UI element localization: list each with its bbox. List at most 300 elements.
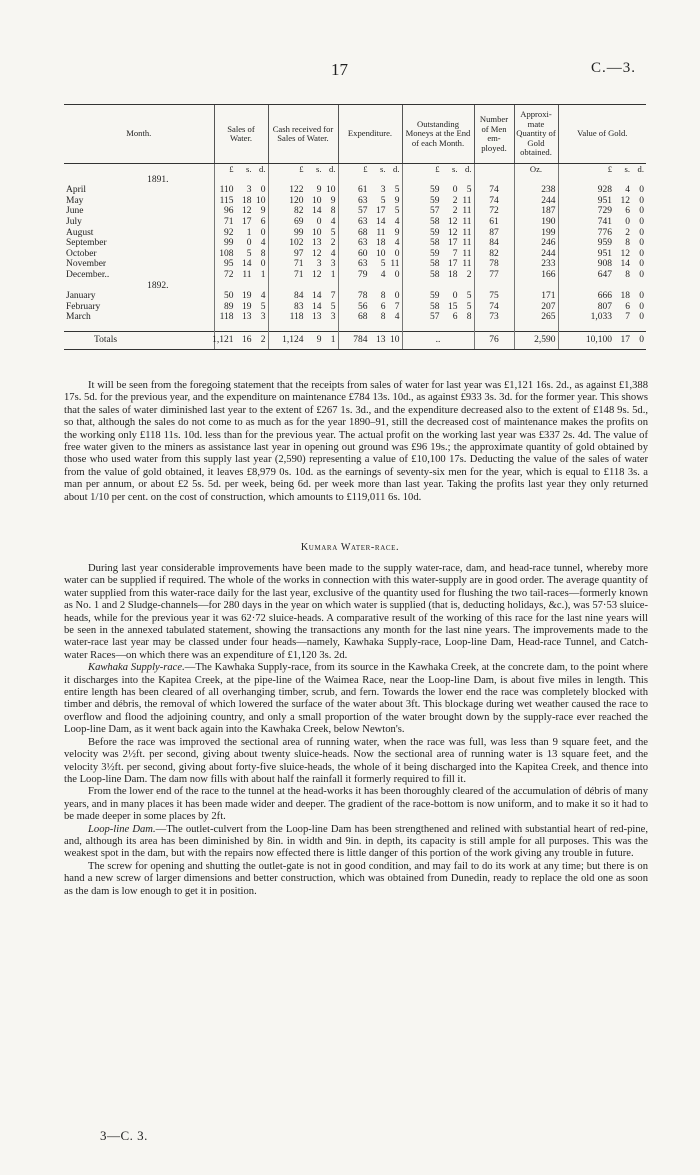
lsd-group — [405, 270, 472, 281]
year-label: 1892. — [147, 280, 169, 291]
pounds-value: 122 — [289, 185, 304, 196]
unit-s: s. — [624, 164, 630, 174]
gold-qty-cell: 199 — [514, 228, 558, 239]
month-cell: January — [66, 291, 96, 302]
pence-value: 11 — [462, 206, 472, 217]
pounds-value: 110 — [219, 185, 234, 196]
shillings-value: 19 — [242, 301, 252, 312]
empty-cell — [214, 281, 268, 292]
document-code: C.—3. — [591, 60, 637, 76]
pence-value: 0 — [639, 238, 644, 249]
shillings-value: 12 — [620, 248, 630, 259]
money-cell — [214, 196, 268, 207]
money-cell — [338, 270, 402, 281]
totals-label: Totals — [64, 331, 214, 349]
money-cell — [338, 206, 402, 217]
pence-value: 0 — [260, 259, 266, 270]
money-cell — [402, 302, 474, 313]
shillings-value: 17 — [376, 206, 386, 217]
shillings-value: 3 — [246, 185, 252, 196]
pounds-value: 102 — [289, 238, 304, 249]
shillings-value: 13 — [376, 334, 386, 345]
lsd-group — [271, 270, 336, 281]
money-cell — [268, 217, 338, 228]
pounds-value: 72 — [224, 269, 234, 280]
pence-value: 9 — [394, 195, 400, 206]
table-row — [64, 217, 646, 228]
pence-value: 1 — [330, 269, 336, 280]
pence-value: 5 — [466, 301, 472, 312]
men-cell: 74 — [474, 185, 514, 196]
lsd-group — [341, 259, 400, 270]
pounds-value: 97 — [294, 248, 304, 259]
header-sales: Sales of Water. — [214, 105, 268, 164]
lsd-group — [405, 228, 472, 239]
pence-value: 11 — [390, 259, 400, 270]
month-cell: May — [66, 195, 84, 206]
header-cash: Cash received for Sales of Water. — [268, 105, 338, 164]
gold-qty-cell: 244 — [514, 249, 558, 260]
money-cell — [268, 291, 338, 302]
units-cell — [402, 164, 474, 175]
men-cell: 72 — [474, 206, 514, 217]
shillings-value: 12 — [448, 216, 458, 227]
shillings-value: 18 — [620, 291, 630, 302]
pence-value: 5 — [466, 185, 472, 196]
money-cell — [558, 312, 646, 323]
pence-value: 0 — [394, 248, 400, 259]
unit-d: d. — [329, 164, 336, 174]
pounds-value: 60 — [358, 248, 368, 259]
table-row — [64, 312, 646, 323]
empty-cell — [338, 323, 402, 332]
pence-value: 10 — [256, 195, 266, 206]
header-gold-value: Value of Gold. — [558, 105, 646, 164]
money-cell — [338, 331, 402, 349]
lsd-group — [341, 206, 400, 217]
shillings-value: 5 — [380, 195, 386, 206]
header-men: Number of Men em-ployed. — [474, 105, 514, 164]
money-cell — [338, 259, 402, 270]
table-body — [64, 164, 646, 350]
pounds-value: 63 — [358, 259, 368, 270]
lsd-group — [271, 217, 336, 228]
shillings-value: 15 — [448, 301, 458, 312]
pence-value: 7 — [330, 291, 336, 302]
totals-outstanding: .. — [402, 331, 474, 349]
gold-qty-cell: 244 — [514, 196, 558, 207]
money-cell — [402, 185, 474, 196]
water-sales-table — [64, 104, 646, 350]
page-number: 17 — [331, 60, 348, 79]
money-cell — [558, 217, 646, 228]
units-cell — [268, 164, 338, 175]
shillings-value: 2 — [625, 227, 630, 238]
table-row — [64, 249, 646, 260]
pounds-value: 58 — [430, 259, 440, 270]
shillings-value: 7 — [452, 248, 458, 259]
money-cell — [268, 228, 338, 239]
gold-qty-cell: 246 — [514, 238, 558, 249]
men-cell: 74 — [474, 196, 514, 207]
pounds-value: 784 — [353, 334, 368, 345]
money-cell — [214, 185, 268, 196]
pence-value: 0 — [260, 185, 266, 196]
pence-value: 9 — [394, 227, 400, 238]
header-outstanding: Outstanding Moneys at the End of each Month. — [402, 105, 474, 164]
shillings-value: 14 — [620, 259, 630, 270]
pence-value: 0 — [639, 312, 644, 323]
pounds-value: 807 — [597, 301, 612, 312]
lsd-group — [561, 270, 645, 281]
money-cell — [268, 270, 338, 281]
unit-d: d. — [465, 164, 472, 174]
lsd-group — [341, 302, 400, 313]
pounds-value: 59 — [430, 227, 440, 238]
shillings-value: 0 — [452, 185, 458, 196]
pence-value: 2 — [260, 334, 266, 345]
unit-oz: Oz. — [514, 164, 558, 175]
lsd-group — [561, 228, 645, 239]
lsd-group — [561, 259, 645, 270]
unit-l: £ — [607, 164, 612, 174]
empty-cell — [558, 323, 646, 332]
unit-l: £ — [229, 164, 234, 174]
unit-d: d. — [259, 164, 266, 174]
men-cell: 77 — [474, 270, 514, 281]
empty-cell — [268, 323, 338, 332]
shillings-value: 18 — [448, 269, 458, 280]
lsd-group — [561, 291, 645, 302]
table-row — [64, 228, 646, 239]
pounds-value: 928 — [597, 185, 612, 196]
pence-value: 5 — [394, 206, 400, 217]
shillings-value: 7 — [625, 312, 630, 323]
pence-value: 0 — [639, 291, 644, 302]
money-cell — [338, 185, 402, 196]
money-cell — [402, 259, 474, 270]
pounds-value: 96 — [224, 206, 234, 217]
lsd-group — [341, 217, 400, 228]
men-cell: 87 — [474, 228, 514, 239]
lsd-group — [561, 238, 645, 249]
pounds-value: 84 — [294, 291, 304, 302]
pence-value: 8 — [466, 312, 472, 323]
pounds-value: 61 — [358, 185, 368, 196]
shillings-value: 17 — [448, 238, 458, 249]
lsd-group — [405, 206, 472, 217]
lsd-group — [271, 238, 336, 249]
money-cell — [402, 206, 474, 217]
lsd-group — [341, 185, 400, 196]
lsd-group — [217, 217, 266, 228]
shillings-value: 8 — [625, 269, 630, 280]
shillings-value: 0 — [316, 216, 322, 227]
lsd-group — [341, 335, 400, 346]
money-cell — [268, 331, 338, 349]
header-month: Month. — [64, 105, 214, 164]
pence-value: 5 — [466, 291, 472, 302]
pence-value: 10 — [390, 334, 400, 345]
lsd-group — [341, 291, 400, 302]
money-cell — [558, 206, 646, 217]
table-row — [64, 196, 646, 207]
pounds-value: 666 — [597, 291, 612, 302]
shillings-value: 0 — [246, 238, 252, 249]
pounds-value: 57 — [358, 206, 368, 217]
gold-qty-cell: 207 — [514, 302, 558, 313]
lsd-group — [341, 228, 400, 239]
lsd-group — [271, 291, 336, 302]
empty-cell — [514, 281, 558, 292]
money-cell — [268, 249, 338, 260]
lsd-group — [217, 185, 266, 196]
gold-qty-cell: 187 — [514, 206, 558, 217]
empty-cell — [402, 175, 474, 186]
pence-value: 0 — [639, 227, 644, 238]
pence-value: 3 — [330, 259, 336, 270]
loop-line-text: —The outlet-culvert from the Loop-line Dam has been strengthened and relined with substantial heart of red-pine, and, although its area has been diminished by 8in. in width and 9in. in depth, its capacity is still ample for all purposes. This was the weakest spot in the dam, but with the repairs now effected there is little danger of this portion of the work giving any trouble in future. — [64, 823, 648, 860]
lsd-group — [405, 302, 472, 313]
pence-value: 11 — [462, 216, 472, 227]
shillings-value: 8 — [625, 238, 630, 249]
empty-cell — [474, 281, 514, 292]
pence-value: 11 — [462, 238, 472, 249]
shillings-value: 8 — [380, 291, 386, 302]
pence-value: 0 — [639, 248, 644, 259]
unit-s: s. — [452, 164, 458, 174]
pounds-value: 951 — [597, 195, 612, 206]
pounds-value: 741 — [597, 216, 612, 227]
pence-value: 4 — [394, 312, 400, 323]
lsd-group — [405, 249, 472, 260]
section-title: Kumara Water-race. — [300, 542, 400, 553]
empty-cell — [474, 175, 514, 186]
empty-cell — [474, 323, 514, 332]
pounds-value: 58 — [430, 301, 440, 312]
paragraph-text: It will be seen from the foregoing statement that the receipts from sales of water for last year was £1,121 16s. 2d., as against £1,388 17s. 5d. for the previous year, and the expenditure on maintenance £784 13s. 10d., as against £933 3s. 3d. for the former year. This shows that the sales of water diminished last year to the extent of £267 1s. 3d., and the expenditure decreased also to the extent of £148 9s. 5d., so that, although the sales do not come to as much as for the year 1890–91, still the decreased cost of maintenance makes the profits on the working only £118 11s. 10d. less than for the previous year. The actual profit on the working last year was £337 2s. 4d. The value of free water given to the miners as assistance last year in opening out ground was £96 19s.; the approximate quantity of gold obtained by those who used water from this supply last year (2,590) representing a value of £10,100 17s. Deducting the value of the sales of water from the value of gold obtained, it leaves £8,979 0s. 10d. as the earnings of seventy-six men for the year, which is equal to £118 3s. a man per annum, or about £2 5s. 5d. per week, being 6d. per week more than last year. Taking the profits last year they only returned about 1/10 per cent. on the cost of construction, which amounts to £119,011 6s. 10d. — [64, 380, 648, 503]
shillings-value: 0 — [452, 291, 458, 302]
shillings-value: 17 — [242, 216, 252, 227]
money-cell — [214, 270, 268, 281]
pounds-value: 82 — [294, 206, 304, 217]
pence-value: 3 — [330, 312, 336, 323]
money-cell — [214, 259, 268, 270]
pounds-value: 57 — [430, 206, 440, 217]
gold-qty-cell: 190 — [514, 217, 558, 228]
pounds-value: 108 — [219, 248, 234, 259]
pence-value: 0 — [639, 334, 644, 345]
pence-value: 4 — [260, 291, 266, 302]
unit-s: s. — [316, 164, 322, 174]
money-cell — [402, 291, 474, 302]
pence-value: 0 — [639, 301, 644, 312]
shillings-value: 17 — [448, 259, 458, 270]
pence-value: 6 — [260, 216, 266, 227]
units-cell — [338, 164, 402, 175]
totals-gold-qty: 2,590 — [514, 331, 558, 349]
pounds-value: 71 — [294, 269, 304, 280]
lsd-group — [217, 259, 266, 270]
pence-value: 2 — [466, 269, 472, 280]
pence-value: 11 — [462, 227, 472, 238]
pence-value: 11 — [462, 248, 472, 259]
pence-value: 0 — [639, 216, 644, 227]
empty-cell — [268, 281, 338, 292]
money-cell — [214, 291, 268, 302]
money-cell — [214, 228, 268, 239]
pounds-value: 63 — [358, 216, 368, 227]
lsd-group — [341, 249, 400, 260]
pence-value: 3 — [260, 312, 266, 323]
men-cell: 78 — [474, 259, 514, 270]
shillings-value: 10 — [376, 248, 386, 259]
empty-cell — [214, 323, 268, 332]
men-cell: 61 — [474, 217, 514, 228]
pence-value: 0 — [639, 185, 644, 196]
lsd-group — [341, 270, 400, 281]
shillings-value: 13 — [242, 312, 252, 323]
men-cell: 75 — [474, 291, 514, 302]
pence-value: 9 — [330, 195, 336, 206]
empty-cell — [514, 175, 558, 186]
money-cell — [214, 312, 268, 323]
lsd-group — [271, 185, 336, 196]
pence-value: 4 — [330, 216, 336, 227]
money-cell — [268, 196, 338, 207]
pounds-value: 71 — [224, 216, 234, 227]
money-cell — [338, 217, 402, 228]
table-row — [64, 259, 646, 270]
unit-d: d. — [393, 164, 400, 174]
units-group — [561, 164, 645, 175]
kawhaka-title: Kawhaka Supply-race. — [88, 662, 185, 674]
money-cell — [338, 238, 402, 249]
table-row — [64, 206, 646, 217]
pounds-value: 647 — [597, 269, 612, 280]
totals-row — [64, 331, 646, 349]
money-cell — [268, 206, 338, 217]
unit-l: £ — [363, 164, 368, 174]
month-cell: August — [66, 227, 94, 238]
money-cell — [558, 302, 646, 313]
empty-cell — [402, 281, 474, 292]
spacer-row — [64, 323, 646, 332]
paragraph-loop-line — [64, 824, 648, 861]
paragraph-lower-end: From the lower end of the race to the tunnel at the head-works it has been thoroughly cleared of the accumulation of débris of many years, and in many places it has been made wider and deeper. The gradient of the race-bottom is now uniform, and to make it so it had to be made deeper in some places by 2ft. — [64, 786, 648, 823]
paragraph-intro: During last year considerable improvements have been made to the supply water-race, dam, and head-race tunnel, whereby more water can be supplied if required. The whole of the works in connection with this water-supply are in good order. The average quantity of water supplied from this water-race daily for the last year, exclusive of the quantity used for flushing the two tail-races—formerly known as No. 1 and 2 Sludge-channels—for 280 days in the year on which water is supplied (that is, deducting holidays, &c.), was 57·53 sluice-heads, while for the previous year it was 62·72 sluice-heads. A comparative result of the working of this race for the last nine years will be seen in the annexed tabulated statement, showing the transactions any month for the last nine years. The improvements made to the water-race last year may be classed under four heads—namely, Kawhaka Supply-race, Loop-line Dam, Head-race Tunnel, and Catch-water Races—on which there was an expenditure of £1,120 3s. 2d. — [64, 563, 648, 661]
empty-cell — [268, 175, 338, 186]
units-group — [217, 164, 266, 175]
money-cell — [558, 270, 646, 281]
shillings-value: 9 — [316, 334, 322, 345]
units-group — [271, 164, 336, 175]
unit-s: s. — [380, 164, 386, 174]
pence-value: 0 — [260, 227, 266, 238]
lsd-group — [561, 335, 645, 346]
lsd-group — [271, 249, 336, 260]
money-cell — [214, 206, 268, 217]
lsd-group — [561, 302, 645, 313]
shillings-value: 12 — [620, 195, 630, 206]
lsd-group — [341, 312, 400, 323]
shillings-value: 17 — [620, 334, 630, 345]
money-cell — [558, 196, 646, 207]
month-cell: February — [66, 301, 101, 312]
month-cell: November — [66, 259, 107, 270]
lsd-group — [217, 249, 266, 260]
money-cell — [338, 312, 402, 323]
pence-value: 4 — [330, 248, 336, 259]
lsd-group — [271, 302, 336, 313]
shillings-value: 5 — [380, 259, 386, 270]
units-blank — [64, 164, 214, 175]
pounds-value: 71 — [294, 259, 304, 270]
table-row — [64, 238, 646, 249]
lsd-group — [405, 185, 472, 196]
lsd-group — [217, 206, 266, 217]
lsd-group — [271, 206, 336, 217]
shillings-value: 18 — [376, 238, 386, 249]
money-cell — [268, 238, 338, 249]
month-cell: June — [66, 206, 84, 217]
pence-value: 11 — [462, 259, 472, 270]
shillings-value: 10 — [312, 227, 322, 238]
pounds-value: 118 — [289, 312, 304, 323]
shillings-value: 8 — [380, 312, 386, 323]
pence-value: 11 — [462, 195, 472, 206]
pounds-value: 83 — [294, 301, 304, 312]
month-cell: March — [66, 312, 91, 323]
lsd-group — [341, 196, 400, 207]
shillings-value: 2 — [452, 206, 458, 217]
lsd-group — [561, 196, 645, 207]
empty-cell — [64, 323, 214, 332]
units-cell — [558, 164, 646, 175]
year-label: 1891. — [147, 174, 169, 185]
pounds-value: 99 — [224, 238, 234, 249]
empty-cell — [338, 281, 402, 292]
shillings-value: 10 — [312, 195, 322, 206]
shillings-value: 18 — [242, 195, 252, 206]
money-cell — [558, 291, 646, 302]
shillings-value: 14 — [312, 291, 322, 302]
units-group — [405, 164, 472, 175]
shillings-value: 12 — [312, 269, 322, 280]
pence-value: 4 — [260, 238, 266, 249]
pounds-value: 58 — [430, 238, 440, 249]
money-cell — [214, 217, 268, 228]
totals-men: 76 — [474, 331, 514, 349]
lsd-group — [405, 312, 472, 323]
money-cell — [558, 259, 646, 270]
pounds-value: 59 — [430, 248, 440, 259]
pounds-value: 59 — [430, 195, 440, 206]
pence-value: 0 — [639, 206, 644, 217]
money-cell — [214, 238, 268, 249]
money-cell — [402, 228, 474, 239]
month-cell: September — [66, 238, 107, 249]
pence-value: 0 — [394, 269, 400, 280]
pounds-value: 1,124 — [282, 334, 304, 345]
shillings-value: 12 — [312, 248, 322, 259]
pence-value: 10 — [326, 185, 336, 196]
lsd-group — [405, 217, 472, 228]
pence-value: 0 — [639, 259, 644, 270]
shillings-value: 14 — [376, 216, 386, 227]
pence-value: 0 — [639, 195, 644, 206]
shillings-value: 6 — [625, 301, 630, 312]
